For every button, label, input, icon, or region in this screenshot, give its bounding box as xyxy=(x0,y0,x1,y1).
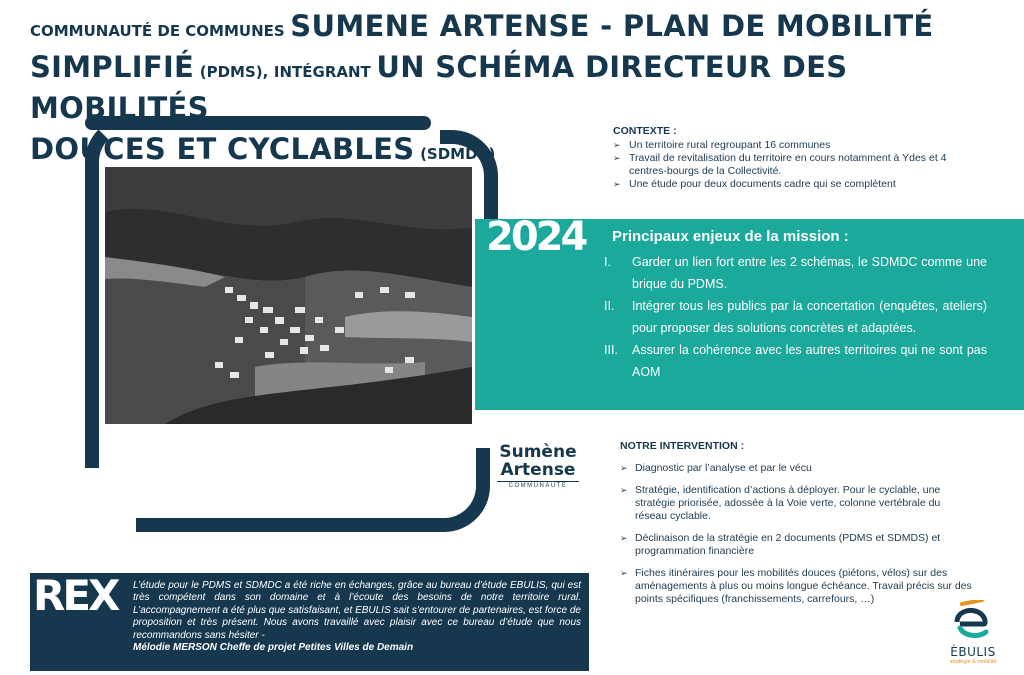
ebulis-mark-icon xyxy=(952,600,994,640)
list-item: ➢ Déclinaison de la stratégie en 2 documents (PDMS et SDMDS) et programmation financière xyxy=(620,532,941,557)
context-title: CONTEXTE : xyxy=(613,125,677,137)
village-photo xyxy=(105,167,472,424)
intervention-title: NOTRE INTERVENTION : xyxy=(620,440,745,452)
arrow-bullet-icon: ➢ xyxy=(620,568,628,578)
context-section xyxy=(613,125,973,191)
stakes-title: Principaux enjeux de la mission : xyxy=(612,228,849,245)
intervention-section xyxy=(620,440,972,615)
arrow-bullet-icon: ➢ xyxy=(613,140,621,150)
rex-text: L’étude pour le PDMS et SDMDC a été riche en échanges, grâce au bureau d’étude EBULIS, qui est très compétent dans son domaine et à l’écoute des besoins de notre territoire rural. L’accompagnement a été plus que satisfaisant, et EBULIS sait s’entourer de partenaires, est force de proposition et très présent. Nous avons travaillé avec plaisir avec ce bureau d’étude que nous recommandons sans hésiter - Mélodie MERSON Cheffe de projet Petites Villes de Demain xyxy=(133,580,581,654)
arrow-bullet-icon: ➢ xyxy=(613,153,621,163)
list-item: III. Assurer la cohérence avec les autres territoires qui ne sont pas AOM xyxy=(604,343,987,379)
arrow-bullet-icon: ➢ xyxy=(613,179,621,189)
list-item: I. Garder un lien fort entre les 2 schémas, le SDMDC comme une brique du PDMS. xyxy=(604,255,987,291)
list-item: ➢ Un territoire rural regroupant 16 communes xyxy=(613,139,831,151)
list-item: ➢ Une étude pour deux documents cadre qui se complètent xyxy=(613,178,896,190)
sumene-artense-logo: Sumène Artense COMMUNAUTÉ xyxy=(497,443,579,489)
rex-testimonial xyxy=(30,573,589,671)
arrow-bullet-icon: ➢ xyxy=(620,533,628,543)
stakes-section xyxy=(604,228,987,383)
rex-signature: Mélodie MERSON Cheffe de projet Petites Villes de Demain xyxy=(133,642,414,654)
list-item: ➢ Travail de revitalisation du territoire en cours notamment à Ydes et 4 centres-bourgs de la Collectivité. xyxy=(613,152,947,177)
frame-left-end xyxy=(85,440,99,454)
list-item: II. Intégrer tous les publics par la concertation (enquêtes, ateliers) pour proposer des solutions concrètes et adaptées. xyxy=(604,299,987,335)
arrow-bullet-icon: ➢ xyxy=(620,485,628,495)
list-item: ➢ Fiches itinéraires pour les mobilités douces (piétons, vélos) sur des aménagements à plus ou moins longue échéance. Travail précis sur des points spécifiques (franchissements, carrefours, …) xyxy=(620,567,972,605)
arrow-bullet-icon: ➢ xyxy=(620,463,628,473)
list-item: ➢ Stratégie, identification d’actions à déployer. Pour le cyclable, une stratégie priorisée, adossée à la Voie verte, colonne vertébrale du réseau cyclable. xyxy=(620,484,941,522)
year-label: 2024 xyxy=(486,214,586,260)
page-title: COMMUNAUTÉ DE COMMUNES SUMENE ARTENSE - PLAN DE MOBILITÉ SIMPLIFIÉ (PDMS), INTÉGRANT UN SCHÉMA DIRECTEUR DES MOBILITÉS DOUCES ET CYCLABLES (SDMDC) xyxy=(30,9,934,166)
ebulis-logo: ÈBULIS stratégie & mobilité xyxy=(943,600,1003,665)
list-item: ➢ Diagnostic par l’analyse et par le vécu xyxy=(620,462,812,474)
rex-label: REX xyxy=(33,571,118,620)
frame-bottom-bar xyxy=(136,448,490,532)
